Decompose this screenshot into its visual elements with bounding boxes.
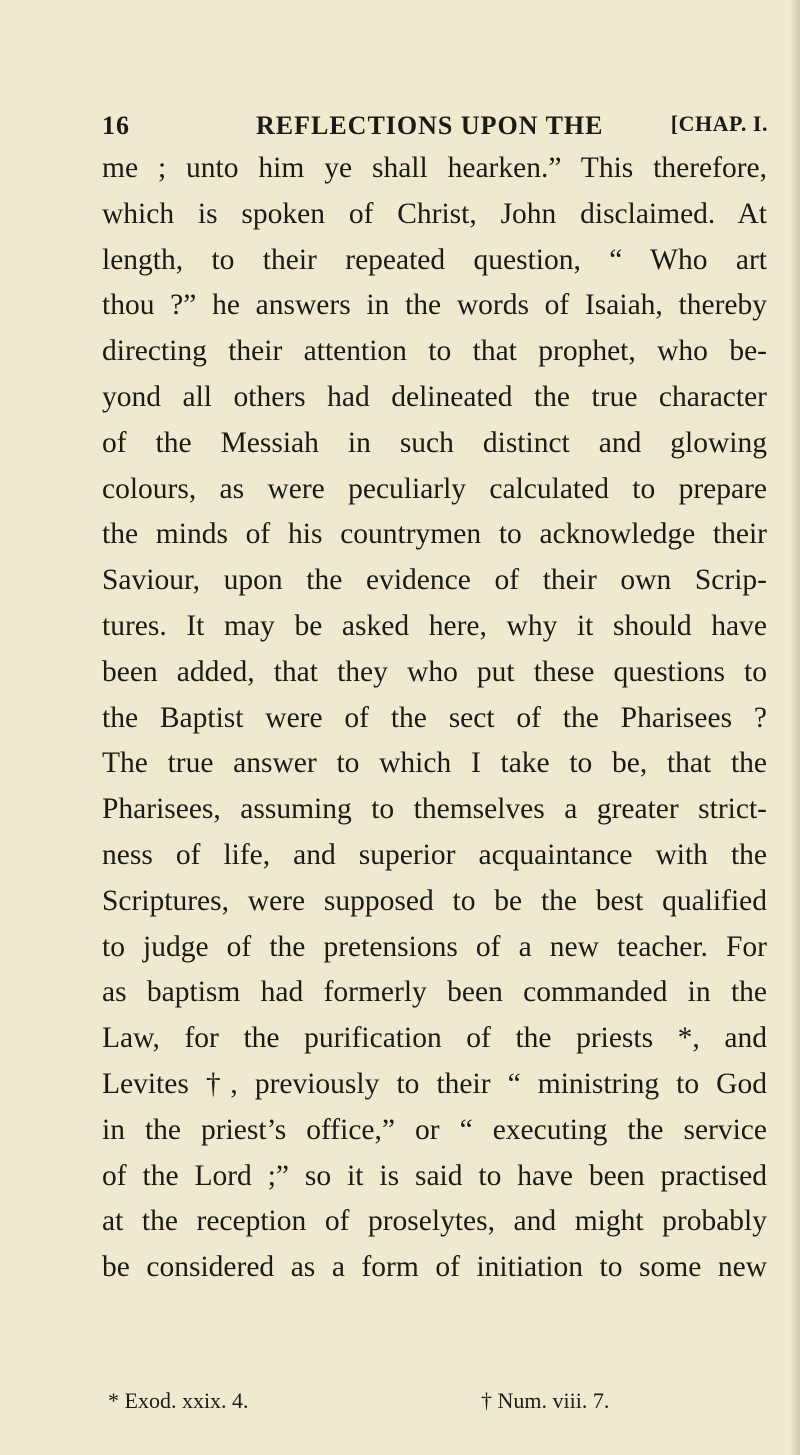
- footnote-exodus: * Exod. xxix. 4.: [108, 1388, 249, 1413]
- text-line: thou ?” he answers in the words of Isaiah, thereby: [102, 289, 767, 322]
- text-line: Scriptures, were supposed to be the best qualified: [102, 884, 767, 917]
- page-number: 16: [102, 111, 130, 140]
- text-line: to judge of the pretensions of a new teacher. For: [102, 930, 767, 963]
- text-line: the Baptist were of the sect of the Pharisees ?: [102, 701, 767, 734]
- text-line: colours, as were peculiarly calculated to prepare: [102, 472, 767, 505]
- text-line: me ; unto him ye shall hearken.” This therefore,: [102, 152, 767, 184]
- text-line: The true answer to which I take to be, that the: [102, 747, 767, 780]
- text-line: Pharisees, assuming to themselves a greater strict-: [102, 793, 767, 826]
- footnote-numbers: † Num. viii. 7.: [481, 1388, 610, 1413]
- text-line: Law, for the purification of the priests *, and: [102, 1022, 767, 1055]
- text-line: ness of life, and superior acquaintance with the: [102, 838, 767, 871]
- text-line: be considered as a form of initiation to some new: [102, 1251, 767, 1284]
- text-line: of the Lord ;” so it is said to have been practised: [102, 1159, 767, 1192]
- text-line: which is spoken of Christ, John disclaimed. At: [102, 197, 767, 230]
- running-header: [102, 111, 768, 145]
- text-line: length, to their repeated question, “ Who art: [102, 243, 767, 276]
- page-edge-shadow: [790, 0, 800, 1455]
- text-line: in the priest’s office,” or “ executing the service: [102, 1113, 767, 1146]
- text-line: Levites †, previously to their “ ministring to God: [102, 1067, 767, 1100]
- text-line: the minds of his countrymen to acknowledge their: [102, 518, 767, 551]
- text-line: directing their attention to that prophet, who be-: [102, 335, 767, 368]
- text-line: at the reception of proselytes, and might probably: [102, 1205, 767, 1238]
- text-line: of the Messiah in such distinct and glowing: [102, 426, 767, 459]
- running-title: REFLECTIONS UPON THE: [256, 111, 604, 140]
- text-line: been added, that they who put these questions to: [102, 655, 767, 688]
- text-line: as baptism had formerly been commanded in the: [102, 976, 767, 1009]
- body-text: [102, 146, 767, 1291]
- text-line: Saviour, upon the evidence of their own Scrip-: [102, 564, 767, 597]
- text-line: yond all others had delineated the true character: [102, 380, 767, 413]
- footnotes: [108, 1386, 628, 1416]
- chapter-label: [CHAP. I.: [670, 111, 768, 136]
- text-line: tures. It may be asked here, why it should have: [102, 609, 767, 642]
